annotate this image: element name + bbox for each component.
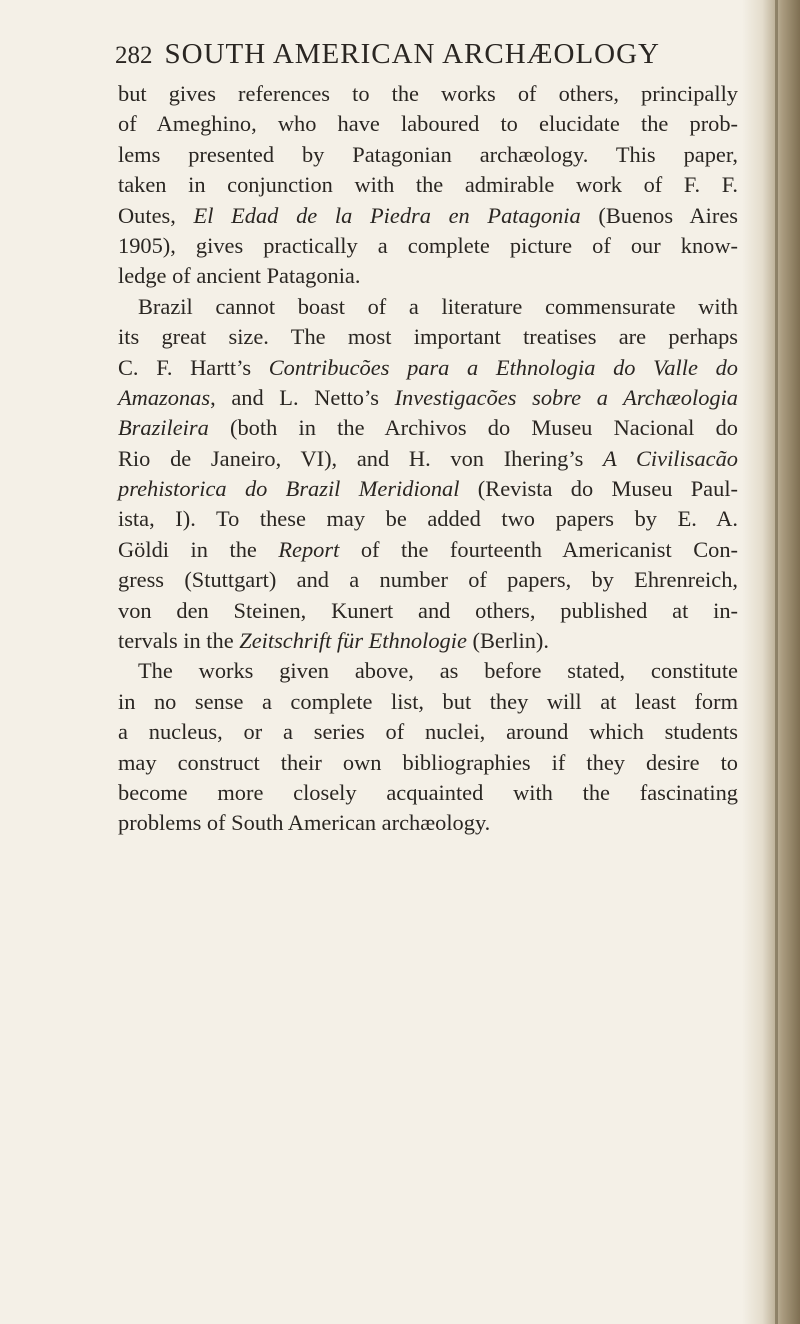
text-line (118, 778, 738, 808)
text-run: tervals in the (118, 628, 240, 654)
text-run: may construct their own bibliographies if they desire to (118, 749, 738, 775)
text-line (118, 140, 738, 170)
text-run: taken in conjunction with the admirable work of F. F. (118, 172, 738, 198)
text-run: (Revista do Museu Paul- (459, 476, 738, 502)
text-run: (Buenos Aires (580, 202, 738, 228)
text-line (118, 504, 738, 534)
text-run: of Ameghino, who have laboured to elucidate the prob- (118, 111, 738, 137)
text-run: The works given above, as before stated, constitute (138, 658, 738, 684)
running-title: SOUTH AMERICAN ARCHÆOLOGY (164, 38, 660, 70)
text-line (118, 717, 738, 747)
text-line (118, 687, 738, 717)
italic-title-text: El Edad de la Piedra en Patagonia (193, 202, 581, 228)
text-run: 1905), gives practically a complete picture of our know- (118, 232, 738, 258)
text-run: Göldi in the (118, 536, 279, 562)
running-head (115, 38, 735, 71)
text-run: problems of South American archæology. (118, 810, 491, 836)
text-run: gress (Stuttgart) and a number of papers, by Ehrenreich, (118, 567, 738, 593)
text-line (118, 231, 738, 261)
page-edge-line (775, 0, 778, 1324)
page-number: 282 (115, 42, 153, 69)
text-run: its great size. The most important treatises are perhaps (118, 324, 738, 350)
text-run: (both in the Archivos do Museu Nacional do (208, 415, 738, 441)
italic-title-text: Brazileira (118, 415, 209, 441)
text-line (118, 535, 738, 565)
text-line (118, 565, 738, 595)
text-line (118, 79, 738, 109)
body-text (118, 79, 738, 839)
text-line (118, 353, 738, 383)
italic-title-text: Investigacões sobre a Archæologia (394, 384, 738, 410)
italic-title-text: Report (278, 536, 340, 562)
text-line (118, 808, 738, 838)
text-line (118, 292, 738, 322)
text-run: (Berlin). (466, 628, 549, 654)
text-line (118, 201, 738, 231)
text-run: a nucleus, or a series of nuclei, around which students (118, 719, 738, 745)
text-line (118, 474, 738, 504)
text-run: C. F. Hartt’s (118, 354, 269, 380)
text-line (118, 596, 738, 626)
italic-title-text: prehistorica do Brazil Meridional (118, 476, 460, 502)
italic-title-text: A Civilisacão (603, 445, 738, 471)
text-run: , and L. Netto’s (210, 384, 395, 410)
text-line (118, 261, 738, 291)
text-run: ledge of ancient Patagonia. (118, 263, 361, 289)
text-run: von den Steinen, Kunert and others, published at in- (118, 597, 738, 623)
text-line (118, 413, 738, 443)
text-run: become more closely acquainted with the fascinating (118, 779, 738, 805)
text-line (118, 748, 738, 778)
text-line (118, 656, 738, 686)
italic-title-text: Amazonas (118, 384, 211, 410)
text-run: Rio de Janeiro, VI), and H. von Ihering’s (118, 445, 603, 471)
text-line (118, 383, 738, 413)
italic-title-text: Contribucões para a Ethnologia do Valle do (268, 354, 738, 380)
text-line (118, 109, 738, 139)
text-run: Outes, (118, 202, 194, 228)
text-run: ista, I). To these may be added two papers by E. A. (118, 506, 738, 532)
italic-title-text: Zeitschrift für Ethnologie (239, 628, 467, 654)
text-run: lems presented by Patagonian archæology. This paper, (118, 141, 738, 167)
text-run: but gives references to the works of others, principally (118, 81, 738, 106)
text-line (118, 170, 738, 200)
text-line (118, 444, 738, 474)
text-line (118, 322, 738, 352)
text-line (118, 626, 738, 656)
page-edge-shadow (742, 0, 800, 1324)
text-run: of the fourteenth Americanist Con- (339, 536, 738, 562)
text-run: Brazil cannot boast of a literature commensurate with (138, 293, 738, 319)
text-run: in no sense a complete list, but they will at least form (118, 688, 738, 714)
